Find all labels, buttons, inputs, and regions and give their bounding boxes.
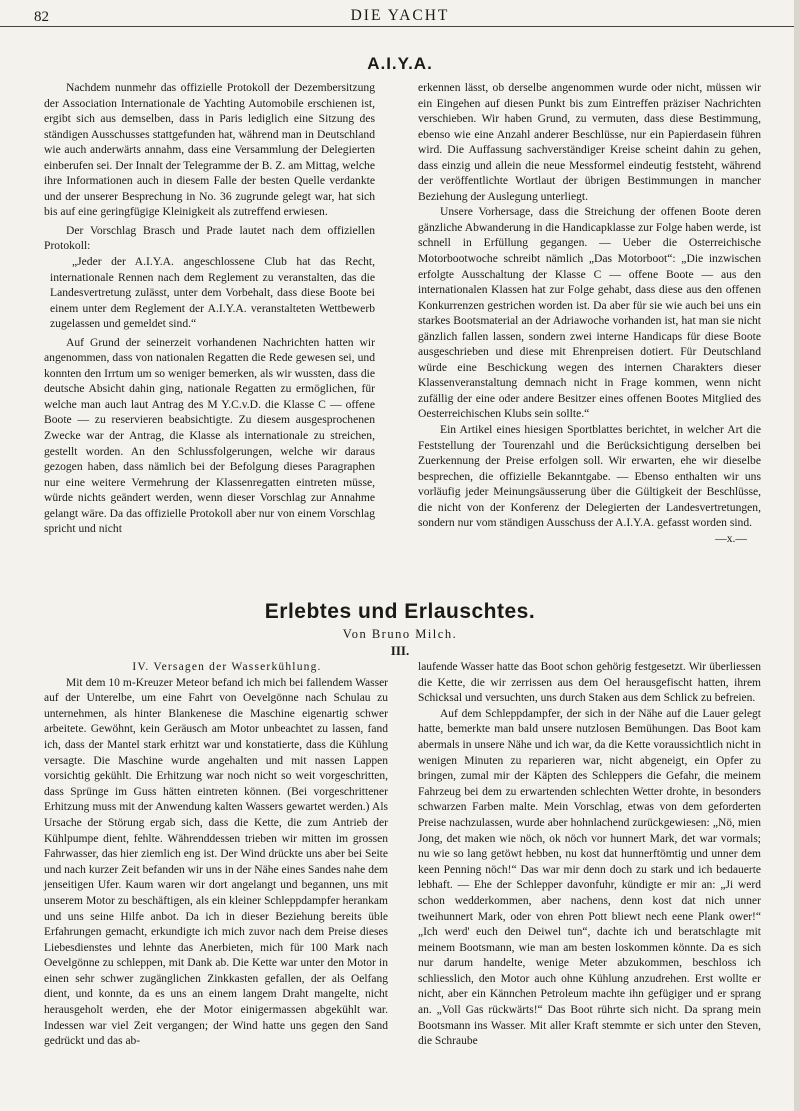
page-header bbox=[0, 4, 800, 27]
story-column-left bbox=[44, 660, 388, 1050]
paragraph: laufende Wasser hatte das Boot schon gehörig festgesetzt. Wir überliessen die Kette, die wir zerrissen aus dem Oel herausgefischt hatten, ihrem Schicksal und versuchten, uns durch Staken aus dem Schlick zu befreien. bbox=[418, 661, 761, 705]
paragraph: Unsere Vorhersage, dass die Streichung der offenen Boote deren gänzliche Abwanderung in die Handicapklasse zur Folge haben werde, ist schnell in Erfüllung gegangen. — Ueber die Osterreichische Motorbootwoche schreibt nämlich „Das Motorboot“: „Die inzwischen erfolgte Ausschaltung der Klasse C — offene Boote — aus den internationalen Klassen hat zur Folge gehabt, dass diese aus den offenen Konkurrenzen gestrichen worden ist. Da aber für sie wie auch bei uns ein starkes Bootsmaterial an der Adriawoche vorhanden ist, hat man sie nicht gänzlich fallen lassen, sondern zwei interne Handicaps für diese Boote ausgeschrieben und diese mit Ehrenpreisen dotiert. Für Deutschland würde eine Beschickung wegen des internen Charakters dieser Klassenveranstaltung demnach nicht in Frage kommen, wenn nicht zufällig der eine oder andere Besitzer eines offenen Bootes Mitglied des Oesterreichischen Klubs sein sollte.“ bbox=[418, 205, 761, 421]
article-column-right bbox=[418, 80, 761, 546]
page-number: 82 bbox=[34, 9, 49, 25]
paragraph: erkennen lässt, ob derselbe angenommen wurde oder nicht, müssen wir ein Eingehen auf diesen Punkt bis zum Eintreffen präziser Nachrichten verschieben. Wir haben Grund, zu vermuten, dass diese Bestimmung, ebenso wie eine Anzahl anderer Beschlüsse, nur ein Papierdasein führen wird. Die Auffassung sachverständiger Kreise scheint dahin zu gehen, dass einzig und allein die neue Messformel eindeutig feststeht, während der veröffentlichte Wortlaut der übrigen Bestimmungen in mancher Beziehung der Auslegung unterliegt. bbox=[418, 81, 761, 203]
paragraph: Auf Grund der seinerzeit vorhandenen Nachrichten hatten wir angenommen, dass von nationalen Regatten die Rede gewesen sei, und konnten den Irrtum um so weniger bemerken, als wir wussten, dass die deutsche Absicht dahin ging, nationale Regatten zu ermöglichen, für welche man auch laut Antrag des M Y.C.v.D. die Klasse C — offene Boote — zu reservieren beabsichtigte. Zu diesem ausgesprochenen Zwecke war der Antrag, die Klasse als internationale zu streichen, gestellt worden. An den Schlussfolgerungen, welche wir daraus gezogen haben, dass nämlich bei der Befolgung dieses Paragraphen nur eine weitere Vermehrung der Klassenregatten eintreten müsse, würde nichts geändert werden, wenn dieser Vorschlag zur Annahme gelangt wäre. Da das offizielle Protokoll aber nur von einem Vorschlag spricht und nicht bbox=[44, 335, 375, 536]
story-column-right bbox=[418, 660, 761, 1050]
article-signature: —x.— bbox=[715, 531, 747, 545]
story-byline: Von Bruno Milch. bbox=[342, 627, 458, 641]
paragraph: Mit dem 10 m-Kreuzer Meteor befand ich mich bei fallendem Wasser auf der Unterelbe, um eine Fahrt von Oevelgönne nach Schulau zu unternehmen, als hinter Blankenese die Maschine eigenartig schwer arbeitete. Gewöhnt, kein Geräusch am Motor unbeachtet zu lassen, fand ich, dass der Mantel stark erhitzt war und konstatierte, dass die Kühlung versagte. Die Maschine wurde angehalten und mit nassen Lappen vorsichtig gekühlt. Die Erhitzung war noch nicht so weit vorgeschritten, dass Sprünge im Guss hätten eintreten können. (Bei vorgeschrittener Erhitzung muss mit der Anwendung kalten Wassers gewartet werden.) Als Ursache der Störung ergab sich, dass die Kette, die zum Antrieb der Kühlpumpe dient, fehlte. Währenddessen trieben wir mitten im grossen Fahrwasser, das hier ziemlich eng ist. Der Wind drückte uns aber bei Seite und nach kurzer Zeit befanden wir uns in der Nähe eines Sandes nahe dem jenseitigen Ufer. Kaum waren wir dort angelangt und begannen, uns mit unserem Motor zu beschäftigen, als ein kleiner Schleppdampfer herankam und uns seine Hilfe anbot. Da ich in dieser Beziehung bereits üble Erfahrungen gemacht, erkundigte ich mich zuvor nach dem Preise dieses Liebesdienstes und lehnte das Anerbieten, mich für 100 Mark nach Oevelgönne zu schleppen, mit Dank ab. Die Kette war unter den Motor in einen sehr schwer zugänglichen Zinkkasten gefallen, der als Oelfang dient, und konnte, da es uns an einem langem Draht mangelte, nicht herausgeholt werden, ehe der Motor einigermassen abgekühlt war. Indessen war viel Zeit vergangen; der Wind hatte uns gegen den Sand gedrückt und das ab- bbox=[44, 676, 388, 1048]
running-title: DIE YACHT bbox=[350, 7, 450, 24]
article-title: A.I.Y.A. bbox=[367, 54, 433, 73]
story-part-number: III. bbox=[390, 643, 410, 658]
paragraph: Ein Artikel eines hiesigen Sportblattes berichtet, in welcher Art die Feststellung der Tourenzahl und die Berücksichtigung derselben bei Zuerkennung der Preise erfolgen soll. Wir erwarten, ehe wir dieselbe besprechen, die offizielle Bekanntgabe. — Ebenso enthalten wir uns vorläufig jeder Meinungsäusserung über die Gültigkeit der Beschlüsse, die nicht von der Konferenz der Delegierten der Landesvertretungen, sondern nur vom ständigen Ausschuss der A.I.Y.A. gefasst worden sind. bbox=[418, 423, 761, 530]
story-title: Erlebtes und Erlauschtes. bbox=[264, 600, 536, 623]
paragraph: Der Vorschlag Brasch und Prade lautet nach dem offiziellen Protokoll: bbox=[44, 223, 375, 253]
scan-edge bbox=[794, 0, 800, 1111]
paragraph: Auf dem Schleppdampfer, der sich in der Nähe auf die Lauer gelegt hatte, bemerkte man bald unsere nutzlosen Bemühungen. Das Boot kam abermals in unsere Nähe und ich war, da die Kette voraussichtlich nicht in wenigen Minuten zu reparieren war, nicht abgeneigt, ein Opfer zu bringen, zumal mir der Käpten des Schleppers die Gefahr, die meinem Fahrzeug bei dem zu erwartenden schlechten Wetter drohte, in besonders schwarzen Farben malte. Mein Vorschlag, etwas von dem geforderten Preise nachzulassen, wurde aber hohnlachend zurückgewiesen: „Nö, mien Jong, det maken wie nöch, ok nöch vor hunnert Mark, det war vormals; nu wie so lang getöwt hebben, nu kost dat hunnerftömtig und unner dem keen Penning nöch!“ Das war mir denn doch zu stark und ich bedauerte lebhaft. — Ehe der Schlepper davonfuhr, kündigte er mir an: „Ji werd schon wedderkommen, aber nachens, denn kost dat nich unner tweihunnert Mark, oder von ehren Pott bliewt nech eene Plank ower!“ „Ich werd' euch den Deiwel tun“, dachte ich und beratschlagte mit meinem Bootsmann, wie man am besten loskommen könnte. Da es sich nur darum handelte, wenige Meter abzukommen, beschloss ich schliesslich, den Motor auch ohne Kühlung anzudrehen. Erst wollte er nicht, aber ein Kännchen Petroleum machte ihn gefügiger und er sprang an. „Voll Gas rückwärts!“ Das Boot rührte sich nicht. Da sprang mein Bootsmann ins Wasser. Mit aller Kraft stemmte er sich unter den Steven, die Schraube bbox=[418, 707, 761, 1048]
quoted-proposal: „Jeder der A.I.Y.A. angeschlossene Club hat das Recht, internationale Rennen nach dem Reglement zu veranstalten, das die Landesvertretung zulässt, unter dem Vorbehalt, dass diese Boote bei einem unter dem Reglement der A.I.Y.A. veranstalteten Wettbewerb zugelassen und gemeldet sind.“ bbox=[50, 255, 375, 331]
section-heading: IV. Versagen der Wasserkühlung. bbox=[132, 661, 322, 673]
paragraph: Nachdem nunmehr das offizielle Protokoll der Dezembersitzung der Association Internationale de Yachting Automobile erschienen ist, ergibt sich aus demselben, dass in Paris lediglich eine Sitzung des ständigen Ausschusses stattgefunden hat, während man in Deutschland wie auch anderwärts annahm, dass eine Versammlung der Delegierten einberufen sei. Der Innalt der Telegramme der B. Z. am Mittag, welche ihre Informationen auch in diesem Falle der besten Quelle verdankte und der unserer Besprechung in No. 36 zugrunde gelegt war, hat sich bis auf eine geringfügige Kleinigkeit als zutreffend erwiesen. bbox=[44, 81, 375, 219]
article-column-left bbox=[44, 80, 375, 537]
